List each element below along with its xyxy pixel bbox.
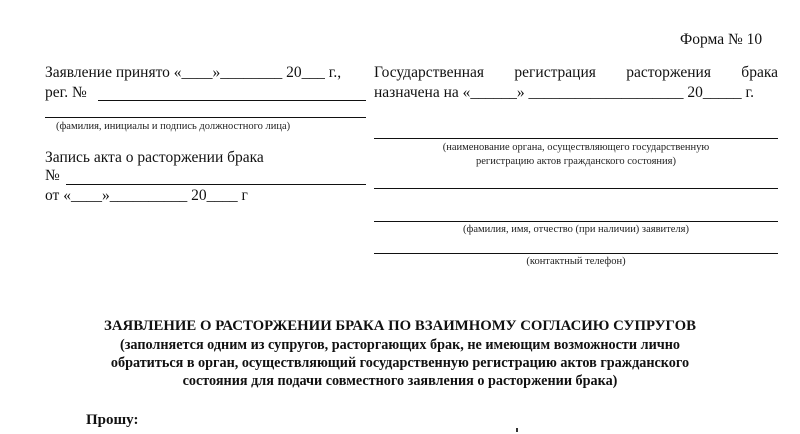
record-no-label: № — [45, 167, 60, 184]
phone-caption: (контактный телефон) — [526, 256, 626, 267]
subtitle-line-3: состояния для подачи совместного заявления о расторжении брака) — [182, 373, 618, 389]
record-title: Запись акта о расторжении брака — [45, 149, 264, 166]
applicant-caption: (фамилия, имя, отчество (при наличии) заявителя) — [463, 224, 689, 235]
phone-field[interactable] — [374, 253, 778, 254]
registration-line-1: Государственная регистрация расторжения брака — [374, 64, 778, 81]
request-label: Прошу: — [86, 412, 139, 428]
subtitle-line-2: обратиться в орган, осуществляющий государственную регистрацию актов гражданского — [110, 355, 690, 371]
partial-mark — [516, 428, 518, 432]
organ-caption-2: регистрацию актов гражданского состояния) — [476, 156, 676, 167]
subtitle-line-1: (заполняется одним из супругов, расторгающих брак, не имеющим возможности лично — [119, 337, 681, 353]
reg-number-field[interactable] — [98, 100, 366, 101]
official-signature-field[interactable] — [45, 117, 366, 118]
record-number-field[interactable] — [66, 184, 366, 185]
document-heading: ЗАЯВЛЕНИЕ О РАСТОРЖЕНИИ БРАКА ПО ВЗАИМНОМУ СОГЛАСИЮ СУПРУГОВ — [104, 318, 696, 334]
official-caption: (фамилия, инициалы и подпись должностного лица) — [56, 121, 291, 132]
applicant-name-field[interactable] — [374, 221, 778, 222]
organ-caption-1: (наименование органа, осуществляющего государственную — [442, 142, 710, 153]
record-date-line: от «____»__________ 20____ г — [45, 187, 248, 204]
applicant-extra-field[interactable] — [374, 188, 778, 189]
accepted-line: Заявление принято «____»________ 20___ г., — [45, 64, 342, 81]
organ-name-field[interactable] — [374, 138, 778, 139]
form-number: Форма № 10 — [680, 31, 763, 48]
reg-label: рег. № — [45, 84, 87, 101]
registration-line-2: назначена на «______» ____________________ 20_____ г. — [374, 84, 754, 101]
